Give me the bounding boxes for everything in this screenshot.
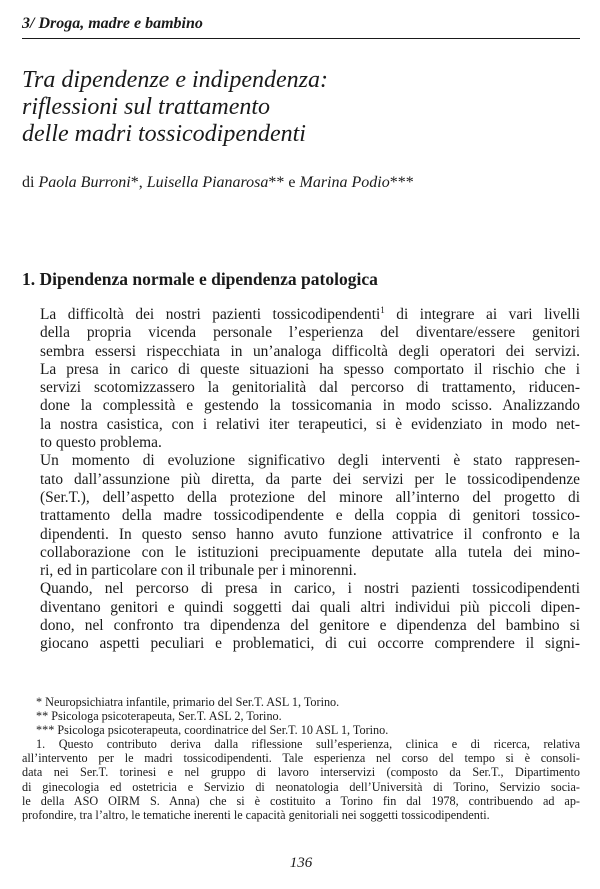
author-mark: **: [268, 174, 285, 191]
text-line: Quando, nel percorso di presa in carico, i nostri pazienti tossicodipendenti: [40, 580, 580, 598]
text-line: done la complessità e gestendo la tossicomania in modo scisso. Analizzando: [40, 397, 580, 415]
body-text: [22, 306, 580, 654]
text-line: (Ser.T.), dell’aspetto della protezione del minore all’interno del progetto di: [40, 488, 580, 506]
text-line: diventano genitori e quindi soggetti dai quali altri individui più piccoli dipen-: [40, 598, 580, 616]
footnote-1: [22, 737, 580, 822]
footnote-line: all’intervento per le madri tossicodipendenti. Tale esperienza nel corso del tempo si è consoli-: [22, 751, 580, 766]
text-line: to questo problema.: [40, 434, 162, 452]
title-line: delle madri tossicodipendenti: [22, 121, 306, 147]
footnote-line: 1. Questo contributo deriva dalla riflessione sull’esperienza, clinica e di ricerca, relativa: [36, 737, 580, 752]
article-title: [22, 67, 580, 148]
text-line: La presa in carico di queste situazioni ha spesso comportato il rischio che i: [40, 360, 580, 378]
footnote-line: data nei Ser.T. torinesi e nel gruppo di lavoro interservizi (composto da Ser.T., Dipartimento: [22, 765, 580, 780]
section-heading: 1. Dipendenza normale e dipendenza patologica: [22, 269, 378, 289]
author-name: Paola Burroni: [38, 174, 131, 191]
footnote-line: profondire, tra l’altro, le tematiche inerenti le capacità genitoriali nei soggetti tossicodipendenti.: [22, 807, 490, 822]
footnote-line: di ginecologia ed ostetricia e Servizio di neonatologia dell’Università di Torino, Servizio socia-: [22, 779, 580, 794]
title-line: riflessioni sul trattamento: [22, 94, 271, 120]
footnote: *** Psicologa psicoterapeuta, coordinatrice del Ser.T. 10 ASL 1, Torino.: [36, 723, 389, 738]
text-line: giocano aspetti peculiari e problematici, di cui occorre comprendere il signi-: [40, 635, 580, 653]
text-line: dipendenti. In questo senso hanno avuto funzione attivatrice il confronto e la: [40, 525, 580, 543]
text-line: Un momento di evoluzione significativo degli interventi è stato rappresen-: [40, 452, 580, 470]
authors-prefix: di: [22, 174, 35, 191]
author-mark: ***: [389, 174, 414, 191]
text-line: La difficoltà dei nostri pazienti tossicodipendenti$^1$ di integrare ai vari livelli: [40, 304, 580, 323]
page-number: 136: [289, 855, 313, 871]
text-line: dono, nel confronto tra dipendenza del genitore e dipendenza del bambino si: [40, 617, 580, 635]
text-line: collaborazione con le istituzioni precipuamente deputate alla tutela dei mino-: [40, 543, 580, 561]
running-head: 3/ Droga, madre e bambino: [22, 14, 580, 39]
paragraph: [22, 306, 580, 452]
text-line: ri, ed in particolare con il tribunale per i minorenni.: [40, 562, 357, 580]
footnote-line: le della ASO OIRM S. Anna) che si è costituito a Torino fin dal 1978, contribuendo ad ap-: [22, 793, 580, 808]
authors-conjunction: e: [288, 174, 296, 191]
text-line: sembra essersi rispecchiata in un’analoga difficoltà degli operatori dei servizi.: [40, 342, 580, 360]
text-line: la nostra casistica, con i relativi iter terapeutici, si è evidenziato in modo net-: [40, 415, 580, 433]
footnote-ref: 1: [380, 304, 385, 315]
author-line: [22, 173, 580, 193]
text-line: servizi scotomizzassero la genitorialità dal percorso di trattamento, riducen-: [40, 379, 580, 397]
author-name: Luisella Pianarosa: [146, 174, 269, 191]
text-line: della propria vicenda personale l’esperienza del diventare/essere genitori: [40, 324, 580, 342]
footnote: * Neuropsichiatra infantile, primario del Ser.T. ASL 1, Torino.: [36, 695, 340, 709]
text-line: trattamento della madre tossicodipendente e della coppia di genitori tossico-: [40, 507, 580, 525]
author-mark: *,: [130, 174, 143, 191]
footnotes: [22, 695, 580, 822]
text-line: tato dall’assunzione più diretta, da parte dei servizi per le tossicodipendenze: [40, 470, 580, 488]
footnote: ** Psicologa psicoterapeuta, Ser.T. ASL 2, Torino.: [36, 709, 282, 724]
title-line: Tra dipendenze e indipendenza:: [22, 67, 328, 93]
paragraph: [22, 580, 580, 653]
author-name: Marina Podio: [299, 174, 390, 191]
paragraph: [22, 452, 580, 580]
